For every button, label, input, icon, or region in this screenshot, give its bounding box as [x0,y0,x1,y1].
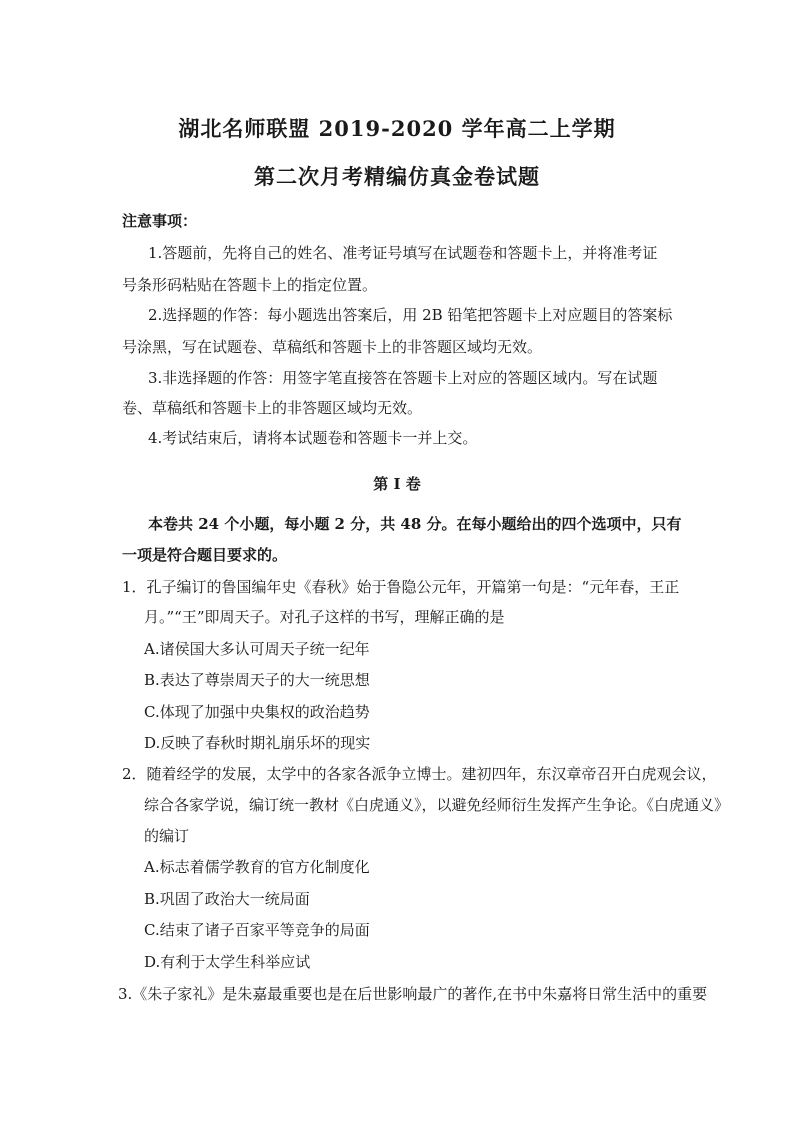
notice-heading: 注意事项： [122,212,198,230]
answer-option: B.巩固了政治大一统局面 [144,890,310,908]
question-stem: 月。”“王”即周天子。对孔子这样的书写，理解正确的是 [144,608,505,626]
notice-line: 卷、草稿纸和答题卡上的非答题区域均无效。 [122,399,423,417]
answer-option: A.诸侯国大多认可周天子统一纪年 [144,640,370,658]
notice-line: 3.非选择题的作答：用签字笔直接答在答题卡上对应的答题区域内。写在试题 [148,369,658,387]
answer-option: D.反映了春秋时期礼崩乐坏的现实 [144,734,371,752]
notice-line: 2.选择题的作答：每小题选出答案后，用 2B 铅笔把答题卡上对应题目的答案标 [148,306,673,324]
notice-line: 4.考试结束后，请将本试题卷和答题卡一并上交。 [148,429,478,447]
question-stem: 1．孔子编订的鲁国编年史《春秋》始于鲁隐公元年，开篇第一句是：“元年春，王正 [122,578,680,596]
answer-option: D.有利于太学生科举应试 [144,953,311,971]
answer-option: C.结束了诸子百家平等竞争的局面 [144,921,370,939]
exam-subtitle: 第二次月考精编仿真金卷试题 [254,164,540,189]
question-stem: 2．随着经学的发展，太学中的各家各派争立博士。建初四年，东汉章帝召开白虎观会议， [122,765,717,783]
section-instructions: 一项是符合题目要求的。 [122,546,288,564]
exam-title: 湖北名师联盟 2019-2020 学年高二上学期 [178,116,616,141]
notice-line: 号条形码粘贴在答题卡上的指定位置。 [122,276,378,294]
answer-option: B.表达了尊崇周天子的大一统思想 [144,671,370,689]
question-stem: 3.《朱子家礼》是朱嘉最重要也是在后世影响最广的著作,在书中朱嘉将日常生活中的重要 [118,985,708,1003]
answer-option: C.体现了加强中央集权的政治趋势 [144,703,370,721]
answer-option: A.标志着儒学教育的官方化制度化 [144,858,370,876]
notice-line: 号涂黑，写在试题卷、草稿纸和答题卡上的非答题区域均无效。 [122,338,543,356]
question-stem: 的编订 [144,827,190,845]
notice-line: 1.答题前，先将自己的姓名、准考证号填写在试题卷和答题卡上，并将准考证 [148,244,658,262]
section-title: 第 I 卷 [373,475,421,493]
question-stem: 综合各家学说，编订统一教材《白虎通义》，以避免经师衍生发挥产生争论。《白虎通义》 [144,796,730,814]
section-instructions: 本卷共 24 个小题，每小题 2 分，共 48 分。在每小题给出的四个选项中，只有 [148,515,682,533]
